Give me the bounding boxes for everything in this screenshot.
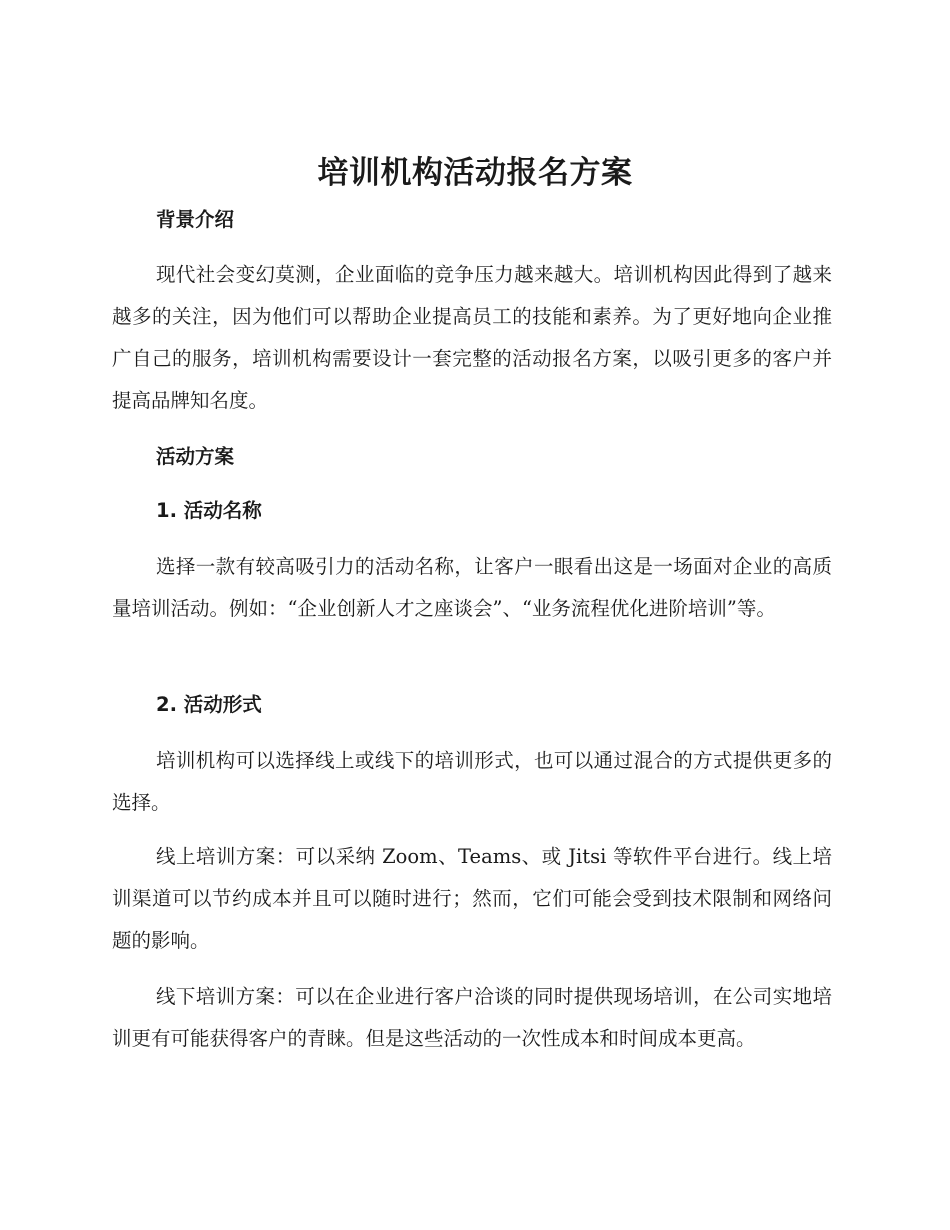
section-heading-background: 背景介绍 bbox=[156, 208, 235, 231]
subheading-activity-name: 1. 活动名称 bbox=[156, 499, 262, 522]
subheading-activity-format: 2. 活动形式 bbox=[156, 693, 262, 716]
paragraph-activity-format: 培训机构可以选择线上或线下的培训形式，也可以通过混合的方式提供更多的选择。 bbox=[112, 749, 832, 814]
paragraph-background: 现代社会变幻莫测，企业面临的竞争压力越来越大。培训机构因此得到了越来越多的关注，因为他们可以帮助企业提高员工的技能和素养。为了更好地向企业推广自己的服务，培训机构需要设计一套完整的活动报名方案，以吸引更多的客户并提高品牌知名度。 bbox=[112, 263, 832, 412]
section-heading-plan: 活动方案 bbox=[156, 445, 235, 468]
paragraph-activity-name: 选择一款有较高吸引力的活动名称，让客户一眼看出这是一场面对企业的高质量培训活动。例如：“企业创新人才之座谈会”、“业务流程优化进阶培训”等。 bbox=[112, 555, 832, 620]
paragraph-online-training: 线上培训方案：可以采纳 Zoom、Teams、或 Jitsi 等软件平台进行。线上培训渠道可以节约成本并且可以随时进行；然而，它们可能会受到技术限制和网络问题的影响。 bbox=[112, 845, 832, 952]
paragraph-offline-training: 线下培训方案：可以在企业进行客户洽谈的同时提供现场培训，在公司实地培训更有可能获得客户的青睐。但是这些活动的一次性成本和时间成本更高。 bbox=[112, 985, 832, 1050]
document-title: 培训机构活动报名方案 bbox=[317, 155, 633, 191]
